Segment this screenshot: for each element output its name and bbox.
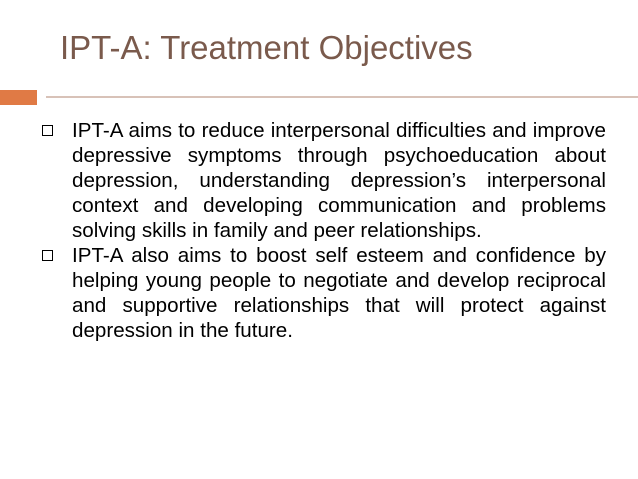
bullet-text: IPT-A aims to reduce interpersonal difficulties and improve depressive symptoms through psychoeducation about depression, understanding depression’s interpersonal context and developing communication and problems solving skills in family and peer relationships.: [72, 119, 606, 242]
accent-bar: [0, 90, 37, 105]
slide-title: IPT-A: Treatment Objectives: [60, 29, 473, 66]
bullet-item: [36, 243, 606, 343]
title-divider: [46, 96, 638, 98]
square-bullet-icon: [42, 125, 53, 136]
bullet-list: [36, 118, 606, 343]
bullet-item: [36, 118, 606, 243]
square-bullet-icon: [42, 250, 53, 261]
bullet-text: IPT-A also aims to boost self esteem and confidence by helping young people to negotiate and develop reciprocal and supportive relationships that will protect against depression in the future.: [72, 244, 606, 342]
